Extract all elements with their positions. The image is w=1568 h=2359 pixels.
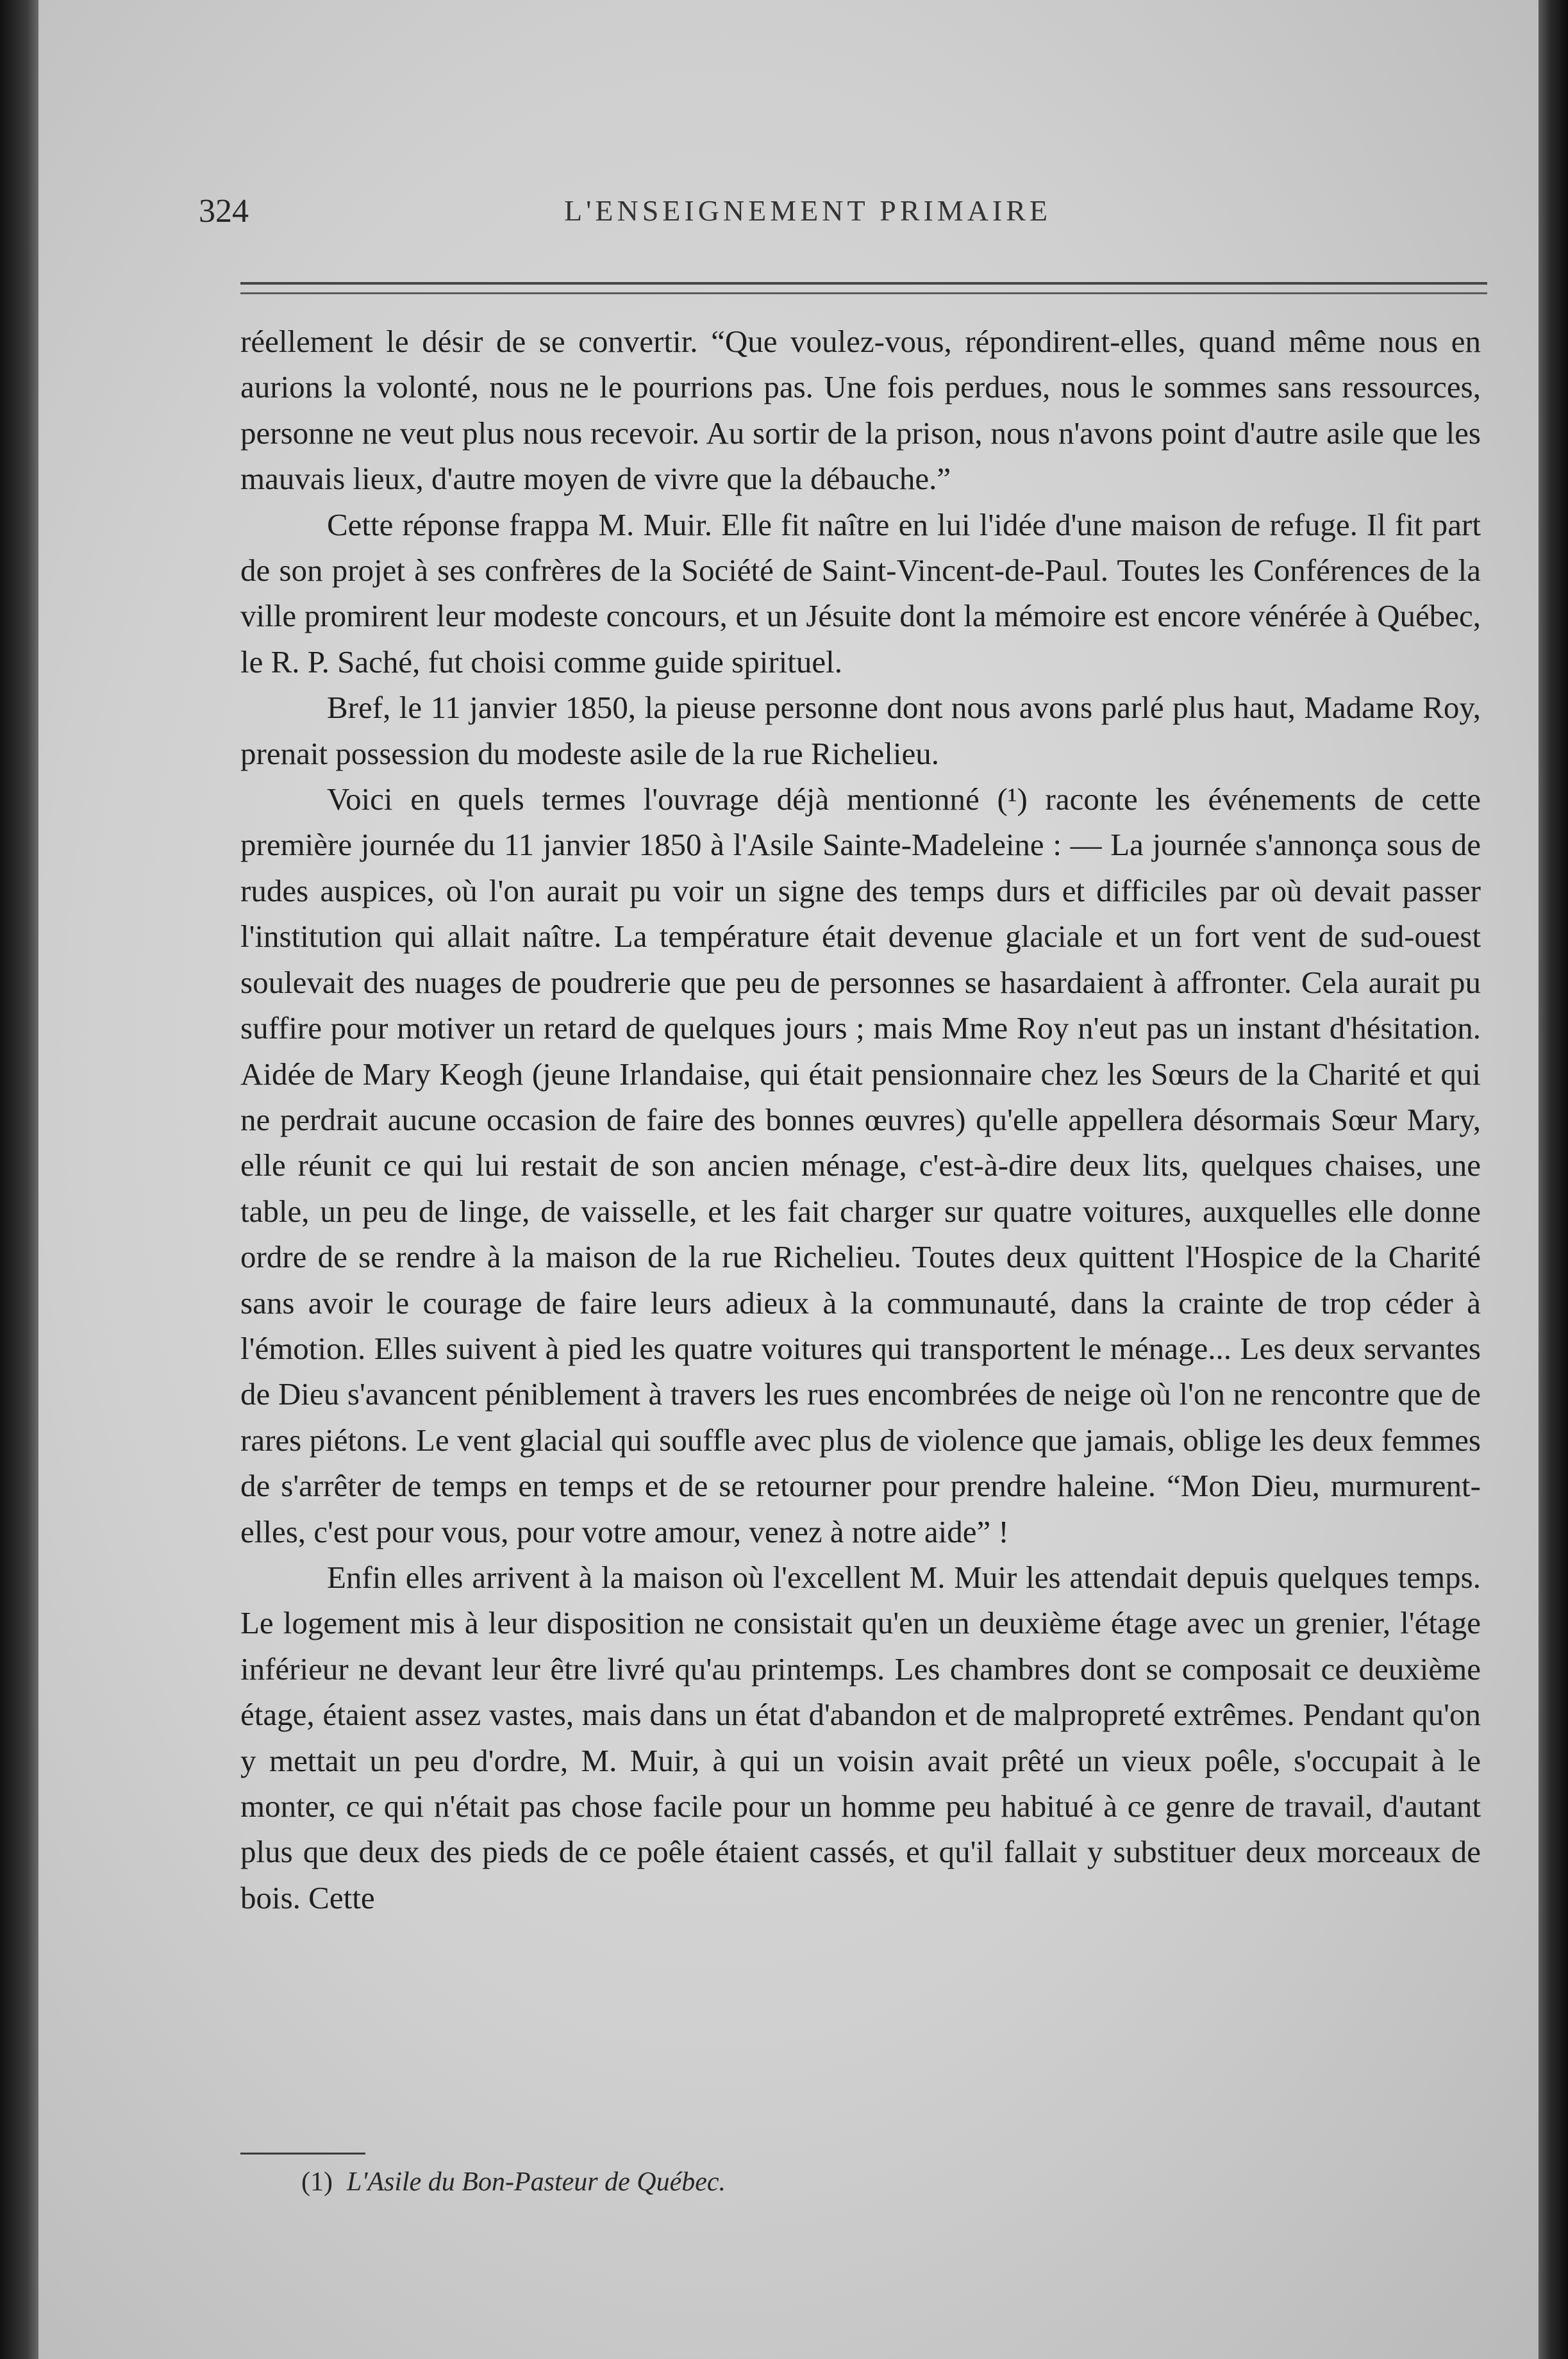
footnote-text: L'Asile du Bon-Pasteur de Québec. bbox=[346, 2167, 726, 2197]
page-number: 324 bbox=[199, 193, 249, 229]
footnote-marker: (1) bbox=[301, 2167, 333, 2197]
paragraph-3: Bref, le 11 janvier 1850, la pieuse personne dont nous avons parlé plus haut, Madame Roy, prenait possession du modeste asile de la rue Richelieu. bbox=[240, 690, 1481, 771]
paragraph-2: Cette réponse frappa M. Muir. Elle fit naître en lui l'idée d'une maison de refuge. Il fit part de son projet à ses confrères de la Société de Saint-Vincent-de-Paul. Toutes les Conférences de la ville promirent leur modeste concours, et un Jésuite dont la mémoire est encore vénérée à Québec, le R. P. Saché, fut choisi comme guide spirituel. bbox=[240, 506, 1481, 679]
body-text bbox=[240, 319, 1481, 1921]
footnote bbox=[301, 2167, 726, 2197]
footnote-rule bbox=[240, 2153, 365, 2155]
running-head: L'ENSEIGNEMENT PRIMAIRE bbox=[564, 194, 1052, 227]
paragraph-1: réellement le désir de se convertir. “Que voulez-vous, répondirent-elles, quand même nous en aurions la volonté, nous ne le pourrions pas. Une fois perdues, nous le sommes sans ressources, personne ne veut plus nous recevoir. Au sortir de la prison, nous n'avons point d'autre asile que les mauvais lieux, d'autre moyen de vivre que la débauche.” bbox=[240, 324, 1481, 497]
scan-border-left bbox=[0, 0, 38, 2359]
paragraph-4: Voici en quels termes l'ouvrage déjà mentionné (¹) raconte les événements de cette première journée du 11 janvier 1850 à l'Asile Sainte-Madeleine : — La journée s'annonça sous de rudes auspices, où l'on aurait pu voir un signe des temps durs et difficiles par où devait passer l'institution qui allait naître. La température était devenue glaciale et un fort vent de sud-ouest soulevait des nuages de poudrerie que peu de personnes se hasardaient à affronter. Cela aurait pu suffire pour motiver un retard de quelques jours ; mais Mme Roy n'eut pas un instant d'hésitation. Aidée de Mary Keogh (jeune Irlandaise, qui était pensionnaire chez les Sœurs de la Charité et qui ne perdrait aucune occasion de faire des bonnes œuvres) qu'elle appellera désormais Sœur Mary, elle réunit ce qui lui restait de son ancien ménage, c'est-à-dire deux lits, quelques chaises, une table, un peu de linge, de vaisselle, et les fait charger sur quatre voitures, auxquelles elle donne ordre de se rendre à la maison de la rue Richelieu. Toutes deux quittent l'Hospice de la Charité sans avoir le courage de faire leurs adieux à la communauté, dans la crainte de trop céder à l'émotion. Elles suivent à pied les quatre voitures qui transportent le ménage... Les deux servantes de Dieu s'avancent péniblement à travers les rues encombrées de neige où l'on ne rencontre que de rares piétons. Le vent glacial qui souffle avec plus de violence que jamais, oblige les deux femmes de s'arrêter de temps en temps et de se retourner pour prendre haleine. “Mon Dieu, murmurent-elles, c'est pour vous, pour votre amour, venez à notre aide” ! bbox=[240, 781, 1481, 1549]
header-rule-top bbox=[240, 282, 1487, 285]
page-header bbox=[199, 192, 1474, 244]
paragraph-5: Enfin elles arrivent à la maison où l'excellent M. Muir les attendait depuis quelques temps. Le logement mis à leur disposition ne consistait qu'en un deuxième étage avec un grenier, l'étage inférieur ne devant leur être livré qu'au printemps. Les chambres dont se composait ce deuxième étage, étaient assez vastes, mais dans un état d'abandon et de malpropreté extrêmes. Pendant qu'on y mettait un peu d'ordre, M. Muir, à qui un voisin avait prêté un vieux poêle, s'occupait à le monter, ce qui n'était pas chose facile pour un homme peu habitué à ce genre de travail, d'autant plus que deux des pieds de ce poêle étaient cassés, et qu'il fallait y substituer deux morceaux de bois. Cette bbox=[240, 1559, 1481, 1915]
scan-border-right bbox=[1539, 0, 1568, 2359]
header-rule-bottom bbox=[240, 292, 1487, 294]
